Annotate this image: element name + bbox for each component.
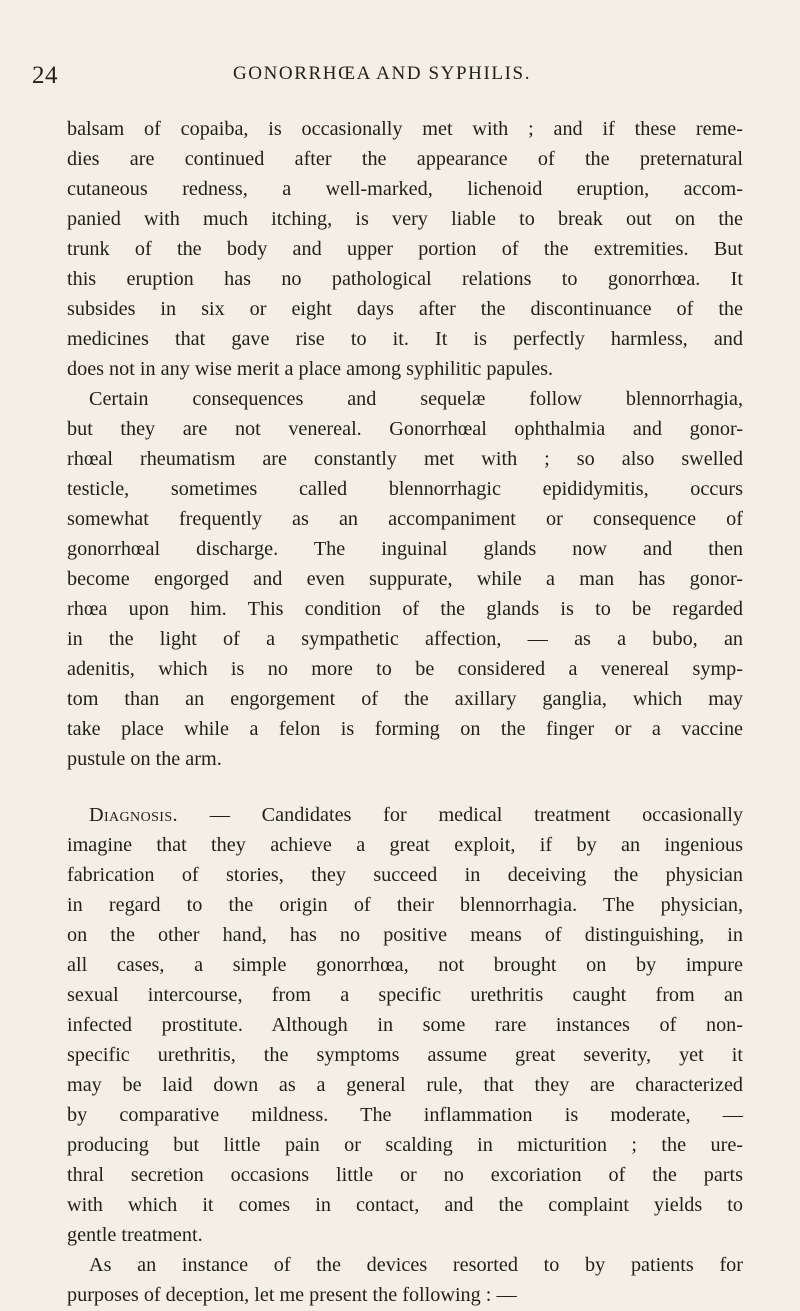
text-line: As an instance of the devices resorted to by patients for [89,1254,743,1276]
text-line: dies are continued after the appearance of the preternatural [67,148,743,170]
heading-continuation: — Candidates for medical treatment occasionally [177,804,743,826]
paragraph-gap [67,774,743,800]
text-line: does not in any wise merit a place among syphilitic papules. [67,358,554,380]
paragraph-diagnosis [67,800,743,1250]
text-line: testicle, sometimes called blennorrhagic epididymitis, occurs [67,478,743,500]
text-line: gonorrhœal discharge. The inguinal glands now and then [67,538,743,560]
text-line: rhœa upon him. This condition of the glands is to be regarded [67,598,743,620]
text-line: with which it comes in contact, and the complaint yields to [67,1194,743,1216]
paragraph-1 [67,114,743,384]
text-line: in regard to the origin of their blennorrhagia. The physician, [67,894,743,916]
text-line: subsides in six or eight days after the discontinuance of the [67,298,743,320]
text-line: this eruption has no pathological relations to gonorrhœa. It [67,268,743,290]
text-line: producing but little pain or scalding in micturition ; the ure- [67,1134,743,1156]
text-line: take place while a felon is forming on the finger or a vaccine [67,718,743,740]
running-head [32,62,732,92]
text-line [67,800,743,830]
text-line: all cases, a simple gonorrhœa, not brought on by impure [67,954,743,976]
text-line: infected prostitute. Although in some rare instances of non- [67,1014,743,1036]
text-line: adenitis, which is no more to be considered a venereal symp- [67,658,743,680]
page-number: 24 [32,62,58,89]
text-line: Certain consequences and sequelæ follow blennorrhagia, [89,388,743,410]
paragraph-2 [67,384,743,774]
text-line: trunk of the body and upper portion of the extremities. But [67,238,743,260]
text-line: specific urethritis, the symptoms assume great severity, yet it [67,1044,743,1066]
text-line: by comparative mildness. The inflammation is moderate, — [67,1104,743,1126]
text-line: cutaneous redness, a well-marked, lichenoid eruption, accom- [67,178,743,200]
text-line: but they are not venereal. Gonorrhœal ophthalmia and gonor- [67,418,743,440]
running-title: GONORRHŒA AND SYPHILIS. [232,63,532,84]
text-line: become engorged and even suppurate, while a man has gonor- [67,568,743,590]
body-text [67,114,743,1310]
text-line: imagine that they achieve a great exploit, if by an ingenious [67,834,743,856]
text-line: rhœal rheumatism are constantly met with ; so also swelled [67,448,743,470]
text-line: thral secretion occasions little or no excoriation of the parts [67,1164,743,1186]
text-line: medicines that gave rise to it. It is perfectly harmless, and [67,328,743,350]
text-line: on the other hand, has no positive means of distinguishing, in [67,924,743,946]
paragraph-4 [67,1250,743,1310]
text-line: purposes of deception, let me present the following : — [67,1284,517,1306]
text-line: fabrication of stories, they succeed in deceiving the physician [67,864,743,886]
text-line: in the light of a sympathetic affection, — as a bubo, an [67,628,743,650]
text-line: sexual intercourse, from a specific urethritis caught from an [67,984,743,1006]
text-line: may be laid down as a general rule, that they are characterized [67,1074,743,1096]
text-line: gentle treatment. [67,1224,203,1246]
section-heading: Diagnosis. [89,804,178,826]
text-line: pustule on the arm. [67,748,222,770]
text-line: tom than an engorgement of the axillary ganglia, which may [67,688,743,710]
text-line: balsam of copaiba, is occasionally met with ; and if these reme- [67,118,743,140]
text-line: somewhat frequently as an accompaniment or consequence of [67,508,743,530]
text-line: panied with much itching, is very liable to break out on the [67,208,743,230]
